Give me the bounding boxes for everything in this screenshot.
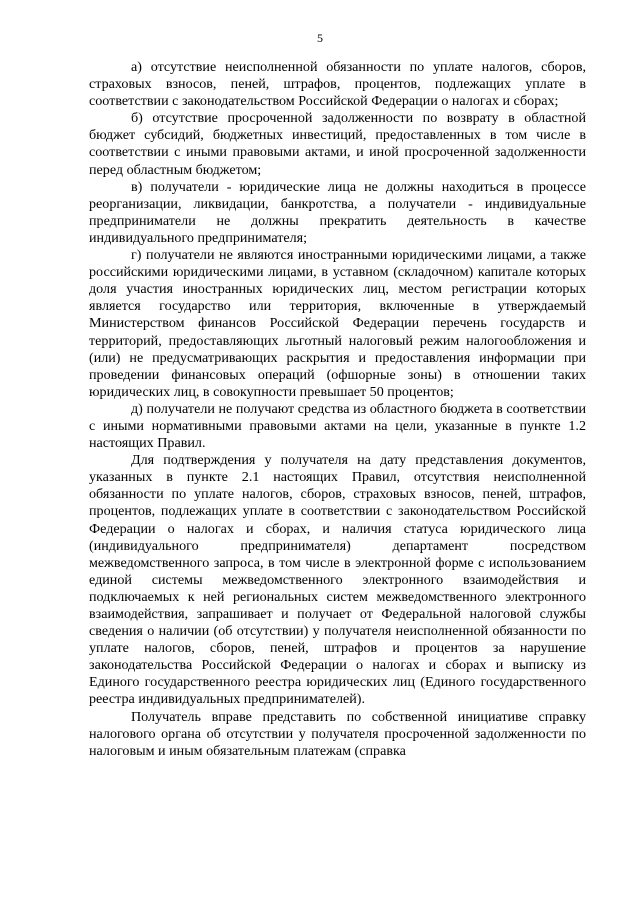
- paragraph-d: д) получатели не получают средства из областного бюджета в соответствии с иными нормативными правовыми актами на цели, указанные в пункте 1.2 настоящих Правил.: [89, 400, 586, 452]
- paragraph-confirmation: Для подтверждения у получателя на дату представления документов, указанных в пункте 2.1 настоящих Правил, отсутствия неисполненной обязанности по уплате налогов, сборов, страховых взносов, пеней, штрафов, процентов, подлежащих уплате в соответствии с законодательством Российской Федерации о налогах и сборах, и наличия статуса юридического лица (индивидуального предпринимателя) департамент посредством межведомственного запроса, в том числе в электронной форме с использованием единой системы межведомственного электронного взаимодействия и подключаемых к ней региональных систем межведомственного электронного взаимодействия, запрашивает и получает от Федеральной налоговой службы сведения о наличии (об отсутствии) у получателя неисполненной обязанности по уплате налогов, сборов, пеней, штрафов и процентов за нарушение законодательства Российской Федерации о налогах и сборах и выписку из Единого государственного реестра юридических лиц (Единого государственного реестра индивидуальных предпринимателей).: [89, 452, 586, 708]
- paragraph-v: в) получатели - юридические лица не должны находиться в процессе реорганизации, ликвидации, банкротства, а получатели - индивидуальные предприниматели не должны прекратить деятельность в качестве индивидуального предпринимателя;: [89, 178, 586, 246]
- page-number: 5: [317, 31, 323, 45]
- paragraph-b: б) отсутствие просроченной задолженности по возврату в областной бюджет субсидий, бюджетных инвестиций, предоставленных в том числе в соответствии с иными правовыми актами, и иной просроченной задолженности перед областным бюджетом;: [89, 110, 586, 178]
- paragraph-a: а) отсутствие неисполненной обязанности по уплате налогов, сборов, страховых взносов, пеней, штрафов, процентов, подлежащих уплате в соответствии с законодательством Российской Федерации о налогах и сборах;: [89, 59, 586, 110]
- paragraph-certificate: Получатель вправе представить по собственной инициативе справку налогового органа об отсутствии у получателя просроченной задолженности по налоговым и иным обязательным платежам (справка: [89, 708, 586, 759]
- paragraph-g: г) получатели не являются иностранными юридическими лицами, а также российскими юридическими лицами, в уставном (складочном) капитале которых доля участия иностранных юридических лиц, местом регистрации которых является государство или территория, включенные в утверждаемый Министерством финансов Российской Федерации перечень государств и территорий, предоставляющих льготный налоговый режим налогообложения и (или) не предусматривающих раскрытия и предоставления информации при проведении финансовых операций (офшорные зоны) в отношении таких юридических лиц, в совокупности превышает 50 процентов;: [89, 247, 586, 400]
- document-body: [89, 59, 586, 760]
